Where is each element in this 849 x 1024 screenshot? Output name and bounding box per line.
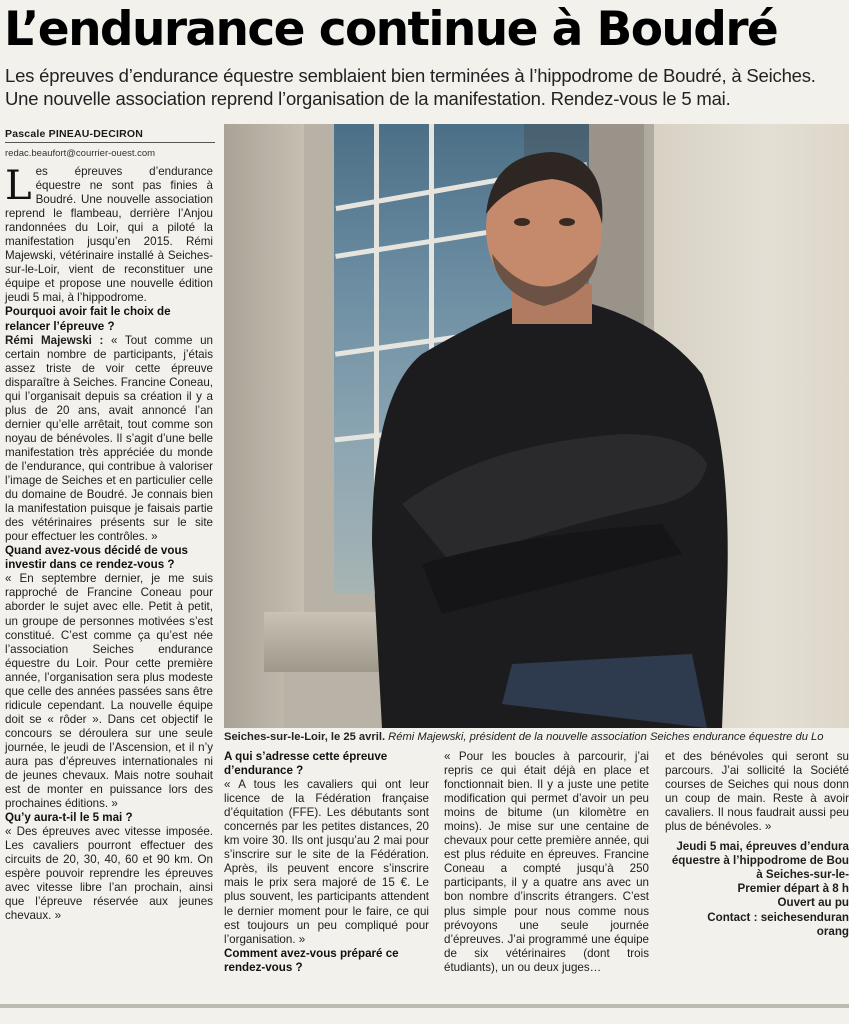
- article-column-2: [224, 750, 429, 975]
- byline: Pascale PINEAU-DECIRON: [5, 128, 215, 143]
- question-2: Quand avez-vous décidé de vous investir dans ce rendez-vous ?: [5, 544, 188, 572]
- intro-text: es épreuves d’endurance équestre ne sont pas finies à Boudré. Une nouvelle association reprend le flambeau, derrière l’Anjou randonnées du Loir, qui a piloté la manifestation jusqu’en 2015. Rémi Majewski, vétérinaire installé à Seiches-sur-le-Loir, vient de reconstituer une équipe et propose une nouvelle édition jeudi 5 mai, à l’hippodrome.: [5, 165, 213, 305]
- page-bottom-rule: [0, 1004, 849, 1008]
- answer-4: « A tous les cavaliers qui ont leur licence de la Fédération française d’équitation (FFE). Les débutants sont concernés par les petites distances, 20 km voire 30. Ils ont jusqu’au 2 mai pour s’inscrire sur le site de la Fédération. Après, ils peuvent encore s’inscrire mais le prix sera majoré de 15 €. Le plus souvent, les participants attendent le dernier moment pour le faire, ce qui est toujours un peu compliqué pour l’organisation. »: [224, 778, 429, 946]
- answer-2: « En septembre dernier, je me suis rapproché de Francine Coneau pour aborder le sujet avec elle. Petit à petit, un groupe de personnes motivées s’est constitué. C’est comme ça qu’est née l’association Seiches endurance équestre du Loir. Pour cette première année, l’organisation sera plus modeste que celle des années passées sans être ridicule cependant. La nouvelle équipe doit se « rôder ». Dans cet objectif le concours se déroulera sur une seule journée, le jeudi de l’Ascension, et il n’y aura pas d’épreuves internationales ni de jeunes chevaux. Mais notre souhait est de monter en puissance lors des prochaines éditions. »: [5, 572, 213, 811]
- article-column-4: [665, 750, 849, 950]
- info-line-2: équestre à l’hippodrome de Bou: [671, 854, 849, 868]
- question-1: Pourquoi avoir fait le choix de relancer l’épreuve ?: [5, 305, 171, 333]
- answer-1-text: « Tout comme un certain nombre de participants, j’étais assez triste de voir cette épreuve disparaître à Seiches. Francine Coneau, qui l’organisait depuis sa création il y a plus de 20 ans, avait annoncé l’an dernier qu’elle arrêtait, tout comme son noyau de bénévoles. Il s’agit d’une belle manifestation très appréciée du monde de l’endurance, qui contribue à valoriser l’image de Seiches et en particulier celle du domaine de Boudré. Je connais bien la manifestation puisque je faisais partie des vétérinaires présents sur le site pour effectuer les contrôles. »: [5, 333, 213, 544]
- answer-1: [5, 334, 213, 545]
- info-line-7: orang: [816, 924, 849, 938]
- question-4: A qui s’adresse cette épreuve d’endurance ?: [224, 750, 388, 778]
- deck: Les épreuves d’endurance équestre semblaient bien terminées à l’hippodrome de Boudré, à Seiches. Une nouvelle association reprend l’organisation de la manifestation. Rendez-vous le 5 mai.: [5, 65, 816, 109]
- info-line-5: Ouvert au pu: [777, 896, 849, 910]
- info-line-1: Jeudi 5 mai, épreuves d’endura: [676, 840, 849, 854]
- info-line-4: Premier départ à 8 h: [737, 882, 849, 896]
- speaker-name: Rémi Majewski :: [5, 333, 104, 347]
- photo-caption: [224, 730, 849, 744]
- answer-5-continued: et des bénévoles qui seront su parcours. J’ai sollicité la Société courses de Seiches qui nous donn un coup de main. Reste à avoir cavaliers. Il nous faudrait aussi peu plus de bénévoles. »: [665, 750, 849, 834]
- article-column-3: [444, 750, 649, 975]
- info-line-6: Contact : seichesenduran: [707, 910, 849, 924]
- answer-3: « Des épreuves avec vitesse imposée. Les cavaliers pourront effectuer des circuits de 20, 30, 40, 60 et 90 km. On espère pouvoir reprendre les épreuves avec vitesse libre l’an prochain, ainsi que l’épreuve réservée aux jeunes chevaux. »: [5, 825, 213, 923]
- question-5: Comment avez-vous préparé ce rendez-vous ?: [224, 946, 399, 974]
- article-column-1: [5, 165, 213, 924]
- caption-place: Seiches-sur-le-Loir, le 25 avril.: [224, 731, 386, 743]
- caption-text: Rémi Majewski, président de la nouvelle association Seiches endurance équestre du Lo: [388, 731, 824, 743]
- info-line-3: à Seiches-sur-le-: [756, 868, 849, 882]
- man-portrait-illustration: [362, 144, 732, 728]
- author-email[interactable]: redac.beaufort@courrier-ouest.com: [5, 148, 156, 159]
- headline: L’endurance continue à Boudré: [4, 2, 778, 57]
- intro-paragraph: [5, 165, 213, 305]
- dropcap: L: [5, 163, 32, 209]
- answer-5: « Pour les boucles à parcourir, j’ai repris ce qui était déjà en place et fonctionnait bien. Il y a juste une petite modification qui permet d’avoir un peu moins de bitume (un kilomètre en moins). Je mise sur une centaine de chevaux pour cette première année, qui est plus réduite en épreuves. Francine Coneau a compté jusqu’à 250 participants, il y a quatre ans avec un bon nombre d’inscrits étrangers. C’est plus simple pour nous comme nous prévoyons une seule journée d’épreuves. J’ai programmé une équipe de six vétérinaires (dont trois étudiants), un ou deux juges…: [444, 750, 649, 974]
- portrait-photo: [224, 124, 849, 728]
- question-3: Qu’y aura-t-il le 5 mai ?: [5, 811, 133, 825]
